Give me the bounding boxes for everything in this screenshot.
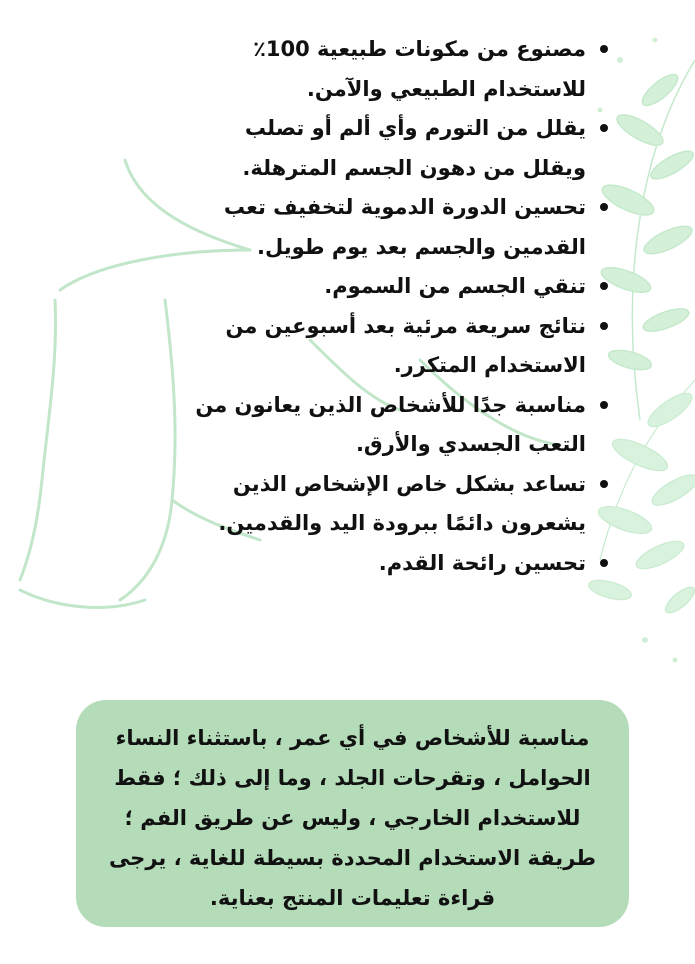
bullet-icon bbox=[600, 559, 608, 567]
benefit-text: يقلل من التورم وأي ألم أو تصلب ويقلل من دهون الجسم المترهلة. bbox=[242, 116, 586, 180]
bullet-icon bbox=[600, 401, 608, 409]
benefit-text: نتائج سريعة مرئية بعد أسبوعين من الاستخدام المتكرر. bbox=[225, 313, 586, 377]
usage-note-box bbox=[76, 700, 629, 927]
bullet-icon bbox=[600, 480, 608, 488]
benefit-item bbox=[180, 267, 620, 307]
benefit-item bbox=[180, 386, 620, 465]
bullet-icon bbox=[600, 282, 608, 290]
benefit-text: تنقي الجسم من السموم. bbox=[324, 274, 586, 298]
bullet-icon bbox=[600, 45, 608, 53]
benefits-list bbox=[180, 30, 620, 583]
benefit-text: تساعد بشكل خاص الإشخاص الذين يشعرون دائمًا ببرودة اليد والقدمين. bbox=[218, 471, 586, 535]
benefit-text: مصنوع من مكونات طبيعية 100٪ للاستخدام الطبيعي والآمن. bbox=[253, 37, 586, 101]
benefit-item bbox=[180, 465, 620, 544]
bullet-icon bbox=[600, 124, 608, 132]
usage-note-text: مناسبة للأشخاص في أي عمر ، باستثناء النساء الحوامل ، وتقرحات الجلد ، وما إلى ذلك ؛ فقط للاستخدام الخارجي ، وليس عن طريق الفم ؛ طريقة الاستخدام المحددة بسيطة للغاية ، يرجى قراءة تعليمات المنتج بعناية. bbox=[108, 726, 597, 910]
benefit-item bbox=[180, 188, 620, 267]
benefit-item bbox=[180, 109, 620, 188]
benefit-item bbox=[180, 307, 620, 386]
benefit-item bbox=[180, 544, 620, 584]
benefit-text: تحسين الدورة الدموية لتخفيف تعب القدمين والجسم بعد يوم طويل. bbox=[223, 195, 586, 259]
bullet-icon bbox=[600, 203, 608, 211]
benefit-text: تحسين رائحة القدم. bbox=[378, 550, 586, 575]
bullet-icon bbox=[600, 322, 608, 330]
benefit-item bbox=[180, 30, 620, 109]
benefit-text: مناسبة جدًا للأشخاص الذين يعانون من التعب الجسدي والأرق. bbox=[195, 392, 586, 456]
